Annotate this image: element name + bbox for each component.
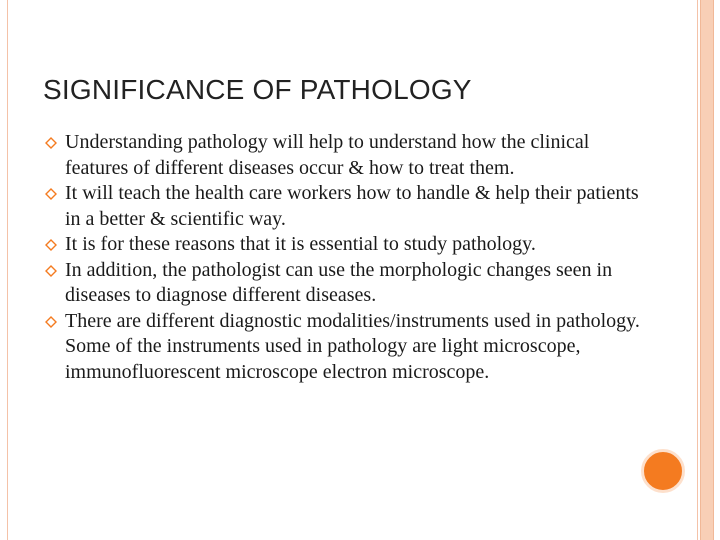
decorative-orange-circle (641, 449, 685, 493)
bullet-text: In addition, the pathologist can use the morphologic changes seen in diseases to diagnose different diseases. (65, 258, 613, 306)
hollow-diamond-icon (45, 316, 57, 328)
bullet-item (45, 181, 640, 232)
decorative-side-bar (700, 0, 714, 540)
bullet-item (45, 232, 640, 258)
bullet-item (45, 130, 640, 181)
bullet-list (45, 130, 640, 385)
bullet-text: Understanding pathology will help to understand how the clinical features of different diseases occur & how to treat them. (65, 131, 590, 179)
bullet-item (45, 309, 640, 386)
hollow-diamond-icon (45, 188, 57, 200)
hollow-diamond-icon (45, 137, 57, 149)
slide-title: SIGNIFICANCE OF PATHOLOGY (43, 74, 472, 105)
hollow-diamond-icon (45, 265, 57, 277)
hollow-diamond-icon (45, 239, 57, 251)
bullet-text: There are different diagnostic modalities/instruments used in pathology. Some of the instruments used in pathology are light microscope, immunofluorescent microscope electron microscope. (65, 309, 640, 383)
bullet-item (45, 258, 640, 309)
bullet-text: It will teach the health care workers how to handle & help their patients in a better & scientific way. (65, 182, 639, 230)
bullet-text: It is for these reasons that it is essential to study pathology. (65, 233, 536, 255)
